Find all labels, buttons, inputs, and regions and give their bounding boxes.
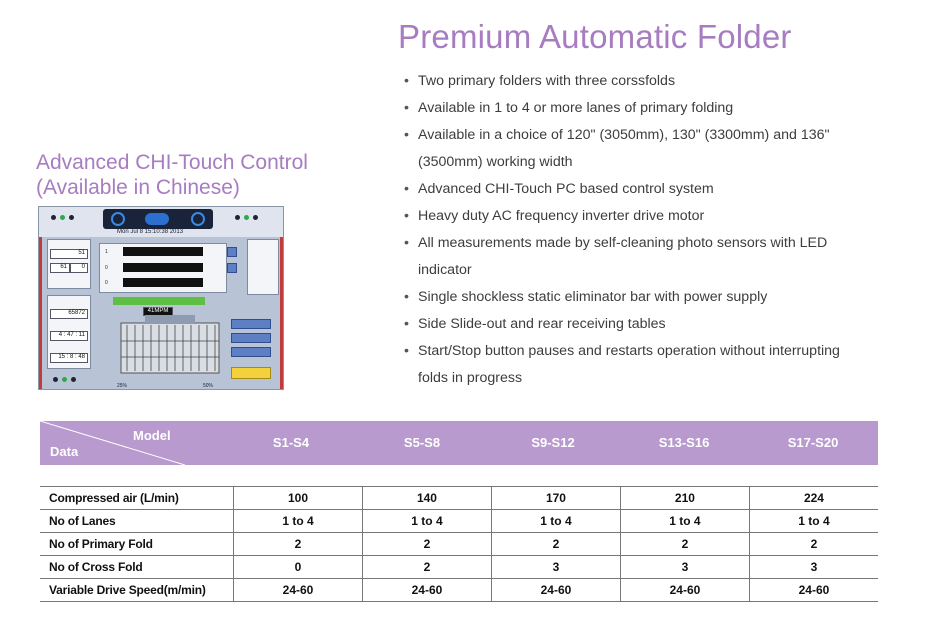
table-cell: 2 xyxy=(749,533,878,556)
table-row xyxy=(40,579,878,602)
feature-item: • Start/Stop button pauses and restarts operation without interrupting folds in progress xyxy=(404,338,864,392)
header-model: Model xyxy=(133,428,171,443)
table-cell: 2 xyxy=(620,533,749,556)
row-number: 0 xyxy=(105,280,108,286)
table-cell: 1 to 4 xyxy=(620,510,749,533)
feature-item: • Side Slide-out and rear receiving tables xyxy=(404,311,864,338)
lane-bar xyxy=(123,278,203,287)
table-cell: 0 xyxy=(234,556,363,579)
lamp-icon xyxy=(253,215,258,220)
column-header: S5-S8 xyxy=(403,435,441,450)
row-label: Variable Drive Speed(m/min) xyxy=(40,579,234,602)
down-arrow-button[interactable] xyxy=(227,263,237,273)
folder-machine-diagram xyxy=(115,311,225,381)
column-header: S1-S4 xyxy=(272,435,310,450)
feature-item: • Available in a choice of 120" (3050mm), 130" (3300mm) and 136" (3500mm) working width xyxy=(404,122,864,176)
lamp-icon xyxy=(71,377,76,382)
row-label: No of Lanes xyxy=(40,510,234,533)
time-value: 15 : 8 : 48 xyxy=(50,353,88,363)
feature-item: • Advanced CHI-Touch PC based control system xyxy=(404,176,864,203)
table-cell: 1 to 4 xyxy=(491,510,620,533)
table-header-row xyxy=(40,421,878,465)
table-cell: 140 xyxy=(362,487,491,510)
header-data: Data xyxy=(50,444,79,459)
status-lamps-bottom xyxy=(53,377,76,382)
row-number: 1 xyxy=(105,249,108,255)
table-cell: 24-60 xyxy=(362,579,491,602)
lamp-icon xyxy=(51,215,56,220)
feature-list xyxy=(404,68,864,392)
time-value: 4 : 47 : 11 xyxy=(50,331,88,341)
feature-item: • Available in 1 to 4 or more lanes of primary folding xyxy=(404,95,864,122)
up-arrow-button[interactable] xyxy=(227,247,237,257)
status-lamps-right xyxy=(235,215,258,220)
screen-date: Mon Jul 8 15:10:38 2013 xyxy=(117,229,184,235)
column-header: S9-S12 xyxy=(531,435,575,450)
counter-value: 51 xyxy=(50,249,88,259)
speed-readout: 41MPM xyxy=(143,307,173,316)
lamp-icon xyxy=(53,377,58,382)
table-cell: 3 xyxy=(749,556,878,579)
table-cell: 170 xyxy=(491,487,620,510)
row-number: 0 xyxy=(105,265,108,271)
column-header: S17-S20 xyxy=(787,435,839,450)
table-cell: 2 xyxy=(362,533,491,556)
lamp-icon xyxy=(235,215,240,220)
percent-label: 50% xyxy=(203,383,214,389)
control-subtitle xyxy=(36,150,308,200)
table-cell: 210 xyxy=(620,487,749,510)
counter-value: 0 xyxy=(70,263,88,273)
table-cell: 24-60 xyxy=(491,579,620,602)
table-cell: 24-60 xyxy=(620,579,749,602)
spec-table-header xyxy=(40,421,878,465)
running-status-bar xyxy=(113,297,205,305)
row-label: Compressed air (L/min) xyxy=(40,487,234,510)
feature-item: • Heavy duty AC frequency inverter drive motor xyxy=(404,203,864,230)
table-cell: 3 xyxy=(491,556,620,579)
feature-item: • Single shockless static eliminator bar with power supply xyxy=(404,284,864,311)
gauge-icon xyxy=(191,212,205,226)
brand-banner xyxy=(103,209,213,229)
table-row xyxy=(40,533,878,556)
row-label: No of Primary Fold xyxy=(40,533,234,556)
page-title: Premium Automatic Folder xyxy=(398,18,792,55)
table-row xyxy=(40,487,878,510)
status-lamps-left xyxy=(51,215,74,220)
subtitle-line-2: (Available in Chinese) xyxy=(36,176,240,199)
table-cell: 1 to 4 xyxy=(362,510,491,533)
feature-item: • Two primary folders with three corssfolds xyxy=(404,68,864,95)
counter-value: 61 xyxy=(50,263,70,273)
table-cell: 1 to 4 xyxy=(234,510,363,533)
table-cell: 3 xyxy=(620,556,749,579)
lamp-icon xyxy=(62,377,67,382)
table-cell: 2 xyxy=(491,533,620,556)
total-value: 65872 xyxy=(50,309,88,319)
spec-table xyxy=(40,486,878,602)
lamp-icon xyxy=(244,215,249,220)
table-row xyxy=(40,510,878,533)
touch-control-screenshot xyxy=(38,206,284,390)
lane-bar xyxy=(123,247,203,256)
row-label: No of Cross Fold xyxy=(40,556,234,579)
control-button[interactable] xyxy=(231,347,271,357)
gauge-icon xyxy=(111,212,125,226)
subtitle-line-1: Advanced CHI-Touch Control xyxy=(36,151,308,174)
percent-label: 25% xyxy=(117,383,128,389)
side-panel xyxy=(247,239,279,295)
lamp-icon xyxy=(60,215,65,220)
column-header: S13-S16 xyxy=(658,435,710,450)
table-cell: 224 xyxy=(749,487,878,510)
table-cell: 2 xyxy=(234,533,363,556)
table-row xyxy=(40,556,878,579)
lamp-icon xyxy=(69,215,74,220)
control-button[interactable] xyxy=(231,333,271,343)
feature-item: • All measurements made by self-cleaning photo sensors with LED indicator xyxy=(404,230,864,284)
table-cell: 24-60 xyxy=(234,579,363,602)
brand-logo xyxy=(145,213,169,225)
table-cell: 1 to 4 xyxy=(749,510,878,533)
table-cell: 2 xyxy=(362,556,491,579)
table-cell: 100 xyxy=(234,487,363,510)
control-button[interactable] xyxy=(231,319,271,329)
table-cell: 24-60 xyxy=(749,579,878,602)
start-stop-button[interactable] xyxy=(231,367,271,379)
lane-bar xyxy=(123,263,203,272)
